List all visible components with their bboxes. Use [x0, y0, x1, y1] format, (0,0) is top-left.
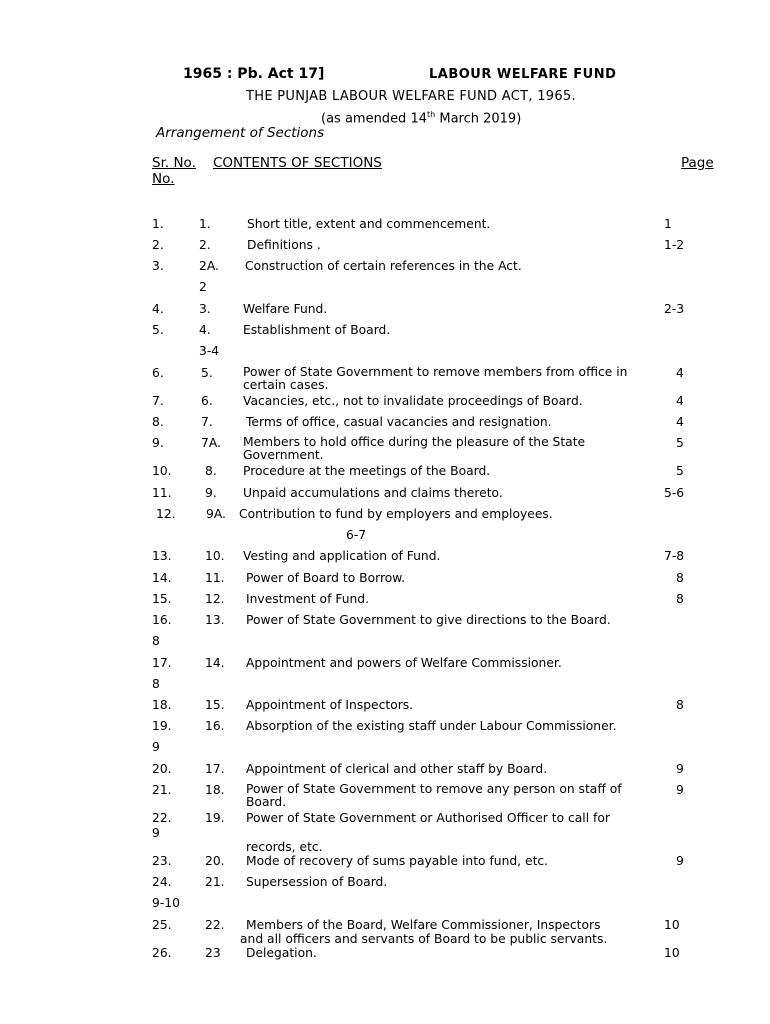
running-header: LABOUR WELFARE FUND — [429, 67, 617, 82]
column-header-contents: CONTENTS OF SECTIONS — [213, 155, 382, 171]
document-title: THE PUNJAB LABOUR WELFARE FUND ACT, 1965. — [246, 89, 576, 104]
amendment-note: (as amended 14th March 2019) — [321, 110, 522, 127]
act-reference: 1965 : Pb. Act 17] — [183, 66, 325, 82]
column-header-sr: Sr. No. — [152, 155, 196, 171]
column-header-page: Page — [681, 155, 714, 171]
column-header-no: No. — [152, 171, 175, 187]
arrangement-heading: Arrangement of Sections — [156, 125, 325, 141]
